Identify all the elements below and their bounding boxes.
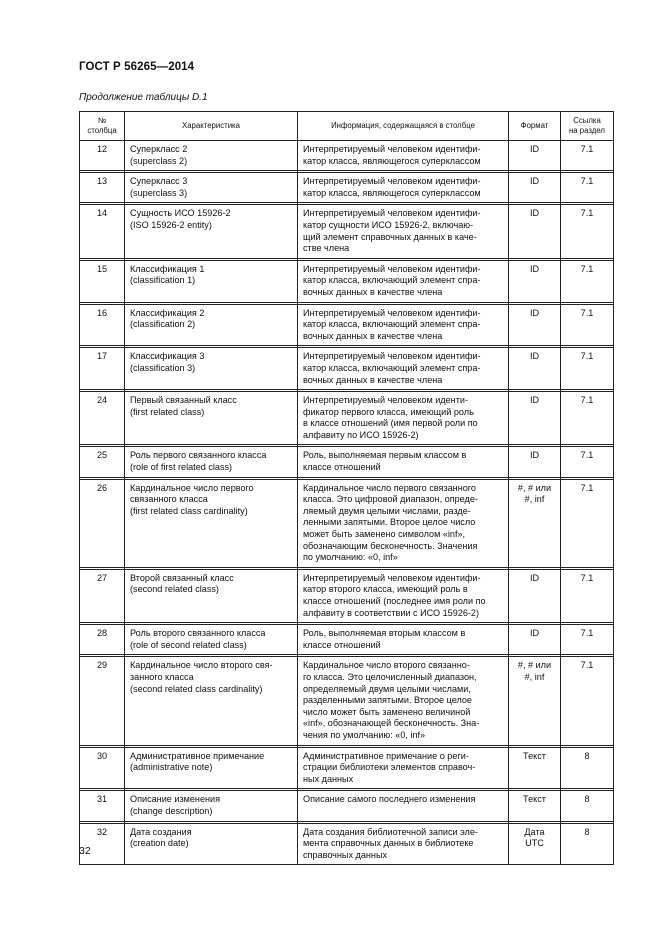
info-line: «inf», обозначающей бесконечность. Зна- bbox=[303, 718, 480, 729]
info-line: определяемый двумя целыми числами, bbox=[303, 683, 471, 694]
row-number: 14 bbox=[96, 208, 108, 219]
characteristic-cell bbox=[125, 747, 298, 789]
format-value: ID bbox=[529, 263, 540, 274]
format-cell bbox=[509, 569, 561, 622]
reference-value: 7.1 bbox=[580, 307, 594, 318]
data-table bbox=[79, 111, 614, 865]
format-value-line2: #, inf bbox=[524, 494, 545, 505]
row-number: 29 bbox=[96, 660, 108, 671]
characteristic-line: Кардинальное число второго свя- bbox=[130, 660, 273, 671]
table-row bbox=[80, 173, 614, 203]
column-header-reference-line2: на раздел bbox=[569, 126, 605, 135]
characteristic-line: (creation date) bbox=[130, 838, 189, 849]
info-cell bbox=[298, 569, 509, 622]
table-caption: Продолжение таблицы D.1 bbox=[79, 92, 208, 103]
table-row bbox=[80, 348, 614, 390]
format-cell bbox=[509, 260, 561, 302]
row-number: 15 bbox=[96, 263, 108, 274]
table-row bbox=[80, 823, 614, 865]
table-row bbox=[80, 747, 614, 789]
info-line: ленными запятыми. Второе целое число bbox=[303, 517, 476, 528]
characteristic-cell bbox=[125, 260, 298, 302]
info-cell bbox=[298, 823, 509, 865]
info-line: Роль, выполняемая первым классом в bbox=[303, 450, 467, 461]
characteristic-line: (superclass 3) bbox=[130, 187, 188, 198]
info-line: класса. Это цифровой диапазон, опреде- bbox=[303, 494, 478, 505]
info-cell bbox=[298, 392, 509, 445]
characteristic-line: Кардинальное число первого bbox=[130, 482, 254, 493]
row-number-cell bbox=[80, 173, 125, 203]
characteristic-cell bbox=[125, 205, 298, 258]
info-line: обозначающим бесконечность. Значения bbox=[303, 540, 478, 551]
row-number-cell bbox=[80, 348, 125, 390]
page-number: 32 bbox=[79, 845, 91, 857]
column-header-reference-line1: Ссылка bbox=[573, 115, 601, 125]
info-line: чения по умолчанию: «0, inf» bbox=[303, 729, 426, 740]
row-number: 12 bbox=[96, 144, 108, 154]
reference-cell bbox=[561, 392, 614, 445]
format-value: ID bbox=[529, 208, 540, 219]
format-value: Дата bbox=[524, 826, 545, 837]
characteristic-line: (first related class) bbox=[130, 406, 205, 417]
column-header-number bbox=[80, 112, 125, 141]
info-line: катор класса, включающий элемент спра- bbox=[303, 275, 481, 286]
characteristic-line: (change description) bbox=[130, 805, 213, 816]
format-cell bbox=[509, 657, 561, 745]
row-number: 27 bbox=[96, 572, 108, 583]
characteristic-cell bbox=[125, 479, 298, 567]
characteristic-cell bbox=[125, 348, 298, 390]
info-line: Описание самого последнего изменения bbox=[303, 794, 476, 805]
format-value-line2: #, inf bbox=[524, 671, 545, 682]
row-number: 13 bbox=[96, 176, 108, 187]
info-cell bbox=[298, 791, 509, 821]
reference-value: 8 bbox=[584, 750, 590, 761]
info-cell bbox=[298, 479, 509, 567]
column-header-info: Информация, содержащаяся в столбце bbox=[298, 112, 509, 141]
info-line: катор класса, являющегося суперклассом bbox=[303, 155, 481, 166]
info-line: катор класса, являющегося суперклассом bbox=[303, 187, 481, 198]
characteristic-line: Второй связанный класс bbox=[130, 572, 234, 583]
characteristic-line: (first related class cardinality) bbox=[130, 505, 248, 516]
reference-cell bbox=[561, 304, 614, 346]
characteristic-cell bbox=[125, 392, 298, 445]
info-line: Интерпретируемый человеком идентифи- bbox=[303, 572, 481, 583]
characteristic-cell bbox=[125, 141, 298, 171]
format-value: ID bbox=[529, 351, 540, 362]
table-row bbox=[80, 625, 614, 655]
characteristic-line: Сущность ИСО 15926-2 bbox=[130, 208, 231, 219]
info-line: ляемый двумя целыми числами, разде- bbox=[303, 505, 471, 516]
format-value: Текст bbox=[523, 750, 546, 761]
reference-cell bbox=[561, 348, 614, 390]
info-line: катор сущности ИСО 15926-2, включаю- bbox=[303, 219, 474, 230]
info-line: катор класса, включающий элемент спра- bbox=[303, 319, 481, 330]
table-row bbox=[80, 657, 614, 745]
info-line: Интерпретируемый человеком иденти- bbox=[303, 395, 468, 406]
characteristic-line: Суперкласс 3 bbox=[130, 176, 188, 187]
characteristic-line: (classification 3) bbox=[130, 362, 196, 373]
format-cell bbox=[509, 348, 561, 390]
format-value: ID bbox=[529, 307, 540, 318]
row-number-cell bbox=[80, 392, 125, 445]
info-line: может быть заменено символом «inf», bbox=[303, 529, 466, 540]
document-title: ГОСТ Р 56265—2014 bbox=[79, 61, 195, 73]
info-line: Интерпретируемый человеком идентифи- bbox=[303, 307, 481, 318]
format-value: ID bbox=[529, 628, 540, 639]
info-line: Интерпретируемый человеком идентифи- bbox=[303, 144, 481, 154]
format-cell bbox=[509, 141, 561, 171]
info-line: алфавиту по ИСО 15926-2) bbox=[303, 429, 419, 440]
reference-value: 7.1 bbox=[580, 572, 594, 583]
info-line: алфавиту в соответствии с ИСО 15926-2) bbox=[303, 607, 479, 618]
row-number: 16 bbox=[96, 307, 108, 318]
format-cell bbox=[509, 625, 561, 655]
info-cell bbox=[298, 205, 509, 258]
info-line: справочных данных bbox=[303, 849, 388, 860]
table-row bbox=[80, 260, 614, 302]
info-cell bbox=[298, 625, 509, 655]
row-number-cell bbox=[80, 747, 125, 789]
row-number: 25 bbox=[96, 450, 108, 461]
characteristic-line: занного класса bbox=[130, 671, 194, 682]
info-line: Кардинальное число первого связанного bbox=[303, 482, 476, 493]
characteristic-line: Первый связанный класс bbox=[130, 395, 237, 406]
table-row bbox=[80, 447, 614, 477]
characteristic-line: Описание изменения bbox=[130, 794, 221, 805]
reference-value: 8 bbox=[584, 826, 590, 837]
row-number-cell bbox=[80, 791, 125, 821]
info-line: классе отношений bbox=[303, 639, 381, 650]
row-number-cell bbox=[80, 260, 125, 302]
reference-value: 7.1 bbox=[580, 176, 594, 187]
row-number-cell bbox=[80, 625, 125, 655]
info-cell bbox=[298, 260, 509, 302]
row-number-cell bbox=[80, 447, 125, 477]
characteristic-cell bbox=[125, 304, 298, 346]
characteristic-line: Классификация 3 bbox=[130, 351, 205, 362]
format-cell bbox=[509, 173, 561, 203]
characteristic-cell bbox=[125, 791, 298, 821]
reference-value: 7.1 bbox=[580, 628, 594, 639]
info-cell bbox=[298, 657, 509, 745]
reference-cell bbox=[561, 141, 614, 171]
info-line: Кардинальное число второго связанно- bbox=[303, 660, 470, 671]
info-line: стве члена bbox=[303, 243, 350, 254]
info-line: Интерпретируемый человеком идентифи- bbox=[303, 263, 481, 274]
table-row bbox=[80, 141, 614, 171]
info-line: разделенными запятыми. Второе целое bbox=[303, 695, 472, 706]
reference-cell bbox=[561, 260, 614, 302]
characteristic-line: Административное примечание bbox=[130, 750, 265, 761]
format-value: ID bbox=[529, 450, 540, 461]
header-row bbox=[80, 112, 614, 141]
info-cell bbox=[298, 304, 509, 346]
info-line: вочных данных в качестве члена bbox=[303, 286, 443, 297]
row-number-cell bbox=[80, 141, 125, 171]
row-number: 30 bbox=[96, 750, 108, 761]
format-cell bbox=[509, 479, 561, 567]
reference-value: 7.1 bbox=[580, 395, 594, 406]
row-number-cell bbox=[80, 205, 125, 258]
characteristic-cell bbox=[125, 625, 298, 655]
table-row bbox=[80, 479, 614, 567]
row-number: 31 bbox=[96, 794, 108, 805]
table-row bbox=[80, 304, 614, 346]
info-line: по умолчанию: «0, inf» bbox=[303, 552, 398, 563]
info-line: классе отношений bbox=[303, 462, 381, 473]
row-number-cell bbox=[80, 479, 125, 567]
info-line: страции библиотеки элементов справоч- bbox=[303, 762, 476, 773]
table-row bbox=[80, 569, 614, 622]
characteristic-line: (administrative note) bbox=[130, 762, 213, 773]
characteristic-line: Классификация 1 bbox=[130, 263, 205, 274]
reference-value: 7.1 bbox=[580, 351, 594, 362]
info-line: Интерпретируемый человеком идентифи- bbox=[303, 208, 481, 219]
characteristic-line: Роль второго связанного класса bbox=[130, 628, 266, 639]
info-cell bbox=[298, 173, 509, 203]
table-body bbox=[80, 141, 614, 865]
reference-cell bbox=[561, 625, 614, 655]
reference-value: 7.1 bbox=[580, 660, 594, 671]
info-line: го класса. Это целочисленный диапазон, bbox=[303, 671, 477, 682]
row-number-cell bbox=[80, 569, 125, 622]
column-header-reference bbox=[561, 112, 614, 141]
characteristic-line: (ISO 15926-2 entity) bbox=[130, 219, 212, 230]
format-value: ID bbox=[529, 176, 540, 187]
info-cell bbox=[298, 348, 509, 390]
info-cell bbox=[298, 141, 509, 171]
characteristic-cell bbox=[125, 569, 298, 622]
reference-cell bbox=[561, 205, 614, 258]
characteristic-line: (superclass 2) bbox=[130, 155, 188, 166]
row-number: 26 bbox=[96, 482, 108, 493]
format-cell bbox=[509, 747, 561, 789]
row-number: 24 bbox=[96, 395, 108, 406]
info-line: Административное примечание о реги- bbox=[303, 750, 469, 761]
format-cell bbox=[509, 791, 561, 821]
characteristic-line: (second related class cardinality) bbox=[130, 683, 263, 694]
row-number: 17 bbox=[96, 351, 108, 362]
format-value: Текст bbox=[523, 794, 546, 805]
table-row bbox=[80, 791, 614, 821]
reference-cell bbox=[561, 823, 614, 865]
column-header-format: Формат bbox=[509, 112, 561, 141]
info-cell bbox=[298, 747, 509, 789]
info-line: катор второго класса, имеющий роль в bbox=[303, 584, 468, 595]
format-value: #, # или bbox=[517, 660, 552, 671]
row-number: 28 bbox=[96, 628, 108, 639]
table-row bbox=[80, 205, 614, 258]
info-line: Интерпретируемый человеком идентифи- bbox=[303, 176, 481, 187]
characteristic-line: Роль первого связанного класса bbox=[130, 450, 267, 461]
table-header bbox=[80, 112, 614, 141]
reference-value: 7.1 bbox=[580, 208, 594, 219]
characteristic-cell bbox=[125, 657, 298, 745]
format-cell bbox=[509, 447, 561, 477]
format-value-line2: UTC bbox=[525, 838, 544, 849]
info-line: ных данных bbox=[303, 773, 354, 784]
info-line: Интерпретируемый человеком идентифи- bbox=[303, 351, 481, 362]
characteristic-line: (role of second related class) bbox=[130, 639, 247, 650]
row-number-cell bbox=[80, 657, 125, 745]
column-header-characteristic: Характеристика bbox=[125, 112, 298, 141]
info-line: в классе отношений (имя первой роли по bbox=[303, 418, 478, 429]
info-line: мента справочных данных в библиотеке bbox=[303, 838, 474, 849]
reference-value: 7.1 bbox=[580, 263, 594, 274]
info-line: фикатор первого класса, имеющий роль bbox=[303, 406, 474, 417]
format-value: ID bbox=[529, 572, 540, 583]
characteristic-line: (classification 1) bbox=[130, 275, 196, 286]
reference-cell bbox=[561, 447, 614, 477]
characteristic-line: Дата создания bbox=[130, 826, 192, 837]
row-number-cell bbox=[80, 304, 125, 346]
reference-cell bbox=[561, 479, 614, 567]
format-cell bbox=[509, 392, 561, 445]
characteristic-line: связанного класса bbox=[130, 494, 208, 505]
info-line: вочных данных в качестве члена bbox=[303, 330, 443, 341]
reference-cell bbox=[561, 657, 614, 745]
info-line: вочных данных в качестве члена bbox=[303, 374, 443, 385]
characteristic-cell bbox=[125, 447, 298, 477]
characteristic-cell bbox=[125, 823, 298, 865]
format-cell bbox=[509, 304, 561, 346]
characteristic-line: (role of first related class) bbox=[130, 462, 233, 473]
characteristic-line: Суперкласс 2 bbox=[130, 144, 188, 154]
info-line: классе отношений (последнее имя роли по bbox=[303, 596, 486, 606]
characteristic-line: (classification 2) bbox=[130, 319, 196, 330]
reference-value: 7.1 bbox=[580, 482, 594, 493]
format-value: ID bbox=[529, 144, 540, 154]
reference-cell bbox=[561, 173, 614, 203]
column-header-number-line1: № bbox=[97, 115, 107, 125]
reference-value: 7.1 bbox=[580, 144, 594, 154]
column-header-number-line2: столбца bbox=[87, 126, 117, 135]
format-cell bbox=[509, 823, 561, 865]
table-row bbox=[80, 392, 614, 445]
characteristic-line: (second related class) bbox=[130, 584, 219, 595]
reference-cell bbox=[561, 747, 614, 789]
reference-value: 7.1 bbox=[580, 450, 594, 461]
format-value: #, # или bbox=[517, 482, 552, 493]
info-line: число может быть заменено величиной bbox=[303, 706, 471, 717]
reference-cell bbox=[561, 791, 614, 821]
info-line: щий элемент справочных данных в каче- bbox=[303, 231, 477, 242]
format-value: ID bbox=[529, 395, 540, 406]
reference-value: 8 bbox=[584, 794, 590, 805]
row-number-cell bbox=[80, 823, 125, 865]
row-number: 32 bbox=[96, 826, 108, 837]
info-line: катор класса, включающий элемент спра- bbox=[303, 362, 481, 373]
info-cell bbox=[298, 447, 509, 477]
info-line: Роль, выполняемая вторым классом в bbox=[303, 628, 466, 639]
reference-cell bbox=[561, 569, 614, 622]
info-line: Дата создания библиотечной записи эле- bbox=[303, 826, 478, 837]
format-cell bbox=[509, 205, 561, 258]
characteristic-line: Классификация 2 bbox=[130, 307, 205, 318]
characteristic-cell bbox=[125, 173, 298, 203]
